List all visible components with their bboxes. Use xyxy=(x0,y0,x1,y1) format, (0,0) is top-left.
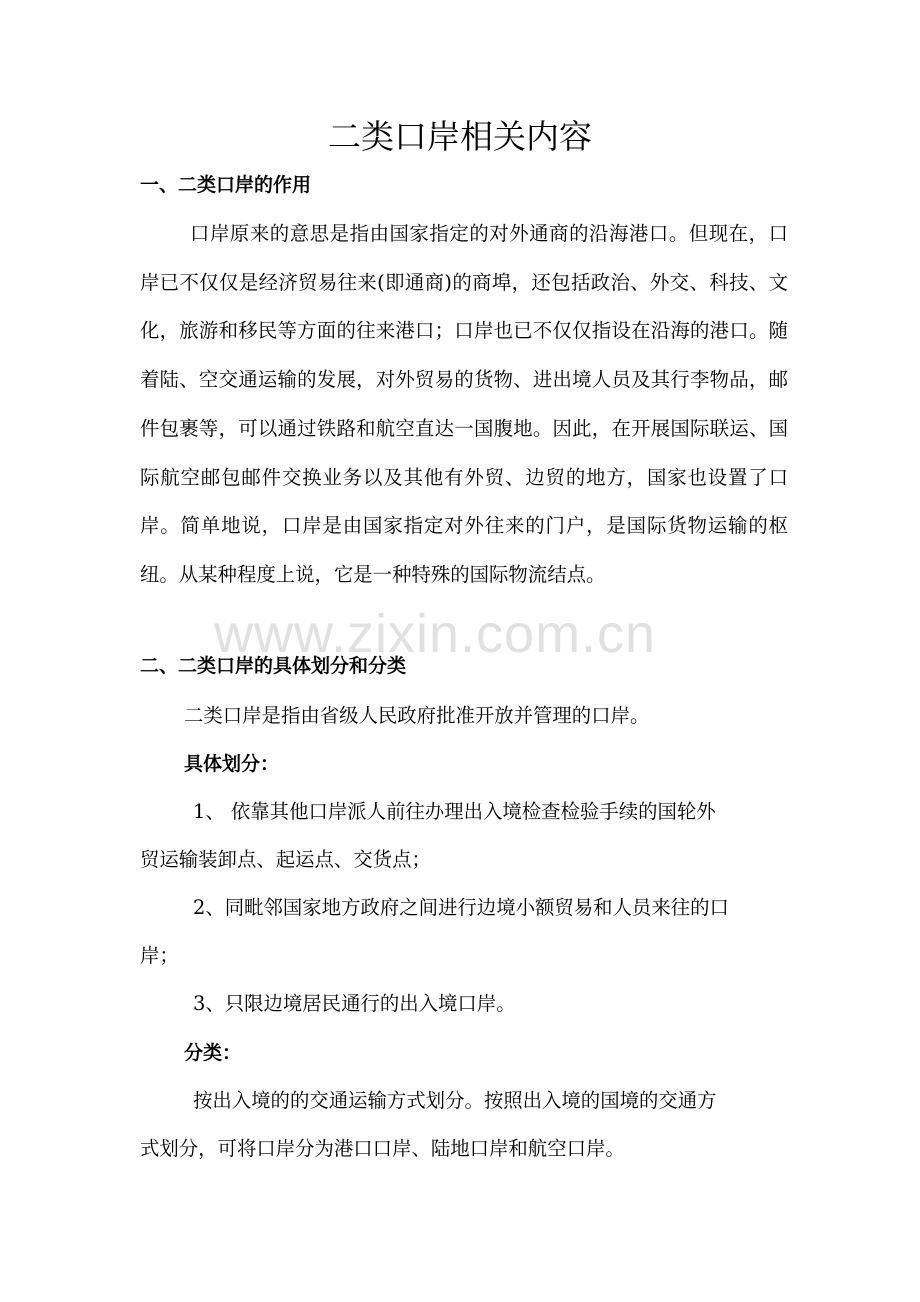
item1-line1: 1、 依靠其他口岸派人前往办理出入境检查检验手续的国轮外 xyxy=(193,800,716,823)
classification-line2: 式划分，可将口岸分为港口口岸、陆地口岸和航空口岸。 xyxy=(140,1137,625,1160)
section2-definition: 二类口岸是指由省级人民政府批准开放并管理的口岸。 xyxy=(184,704,650,727)
item2-line1: 2、同毗邻国家地方政府之间进行边境小额贸易和人员来往的口 xyxy=(193,896,729,919)
section1-paragraph: 口岸原来的意思是指由国家指定的对外通商的沿海港口。但现在，口岸已不仅仅是经济贸易往来(即通商)的商埠，还包括政治、外交、科技、文化，旅游和移民等方面的往来港口；口岸也已不仅仅指设在沿海的港口。随着陆、空交通运输的发展，对外贸易的货物、进出境人员及其行李物品，邮件包裹等，可以通过铁路和航空直达一国腹地。因此，在开展国际联运、国际航空邮包邮件交换业务以及其他有外贸、边贸的地方，国家也设置了口岸。简单地说，口岸是由国家指定对外往来的门户，是国际货物运输的枢纽。从某种程度上说，它是一种特殊的国际物流结点。 xyxy=(140,222,788,586)
watermark: www.zixin.com.cn xyxy=(214,604,657,664)
classification-label: 分类： xyxy=(184,1042,242,1064)
item3: 3、只限边境居民通行的出入境口岸。 xyxy=(193,992,516,1015)
division-label: 具体划分： xyxy=(184,753,280,775)
section1-heading: 一、二类口岸的作用 xyxy=(140,174,312,196)
section2-heading: 二、二类口岸的具体划分和分类 xyxy=(140,655,407,677)
classification-line1: 按出入境的的交通运输方式划分。按照出入境的国境的交通方 xyxy=(193,1089,717,1112)
item1-line2: 贸运输装卸点、起运点、交货点； xyxy=(140,848,431,871)
item2-line2: 岸； xyxy=(140,944,179,967)
document-title: 二类口岸相关内容 xyxy=(328,117,592,156)
